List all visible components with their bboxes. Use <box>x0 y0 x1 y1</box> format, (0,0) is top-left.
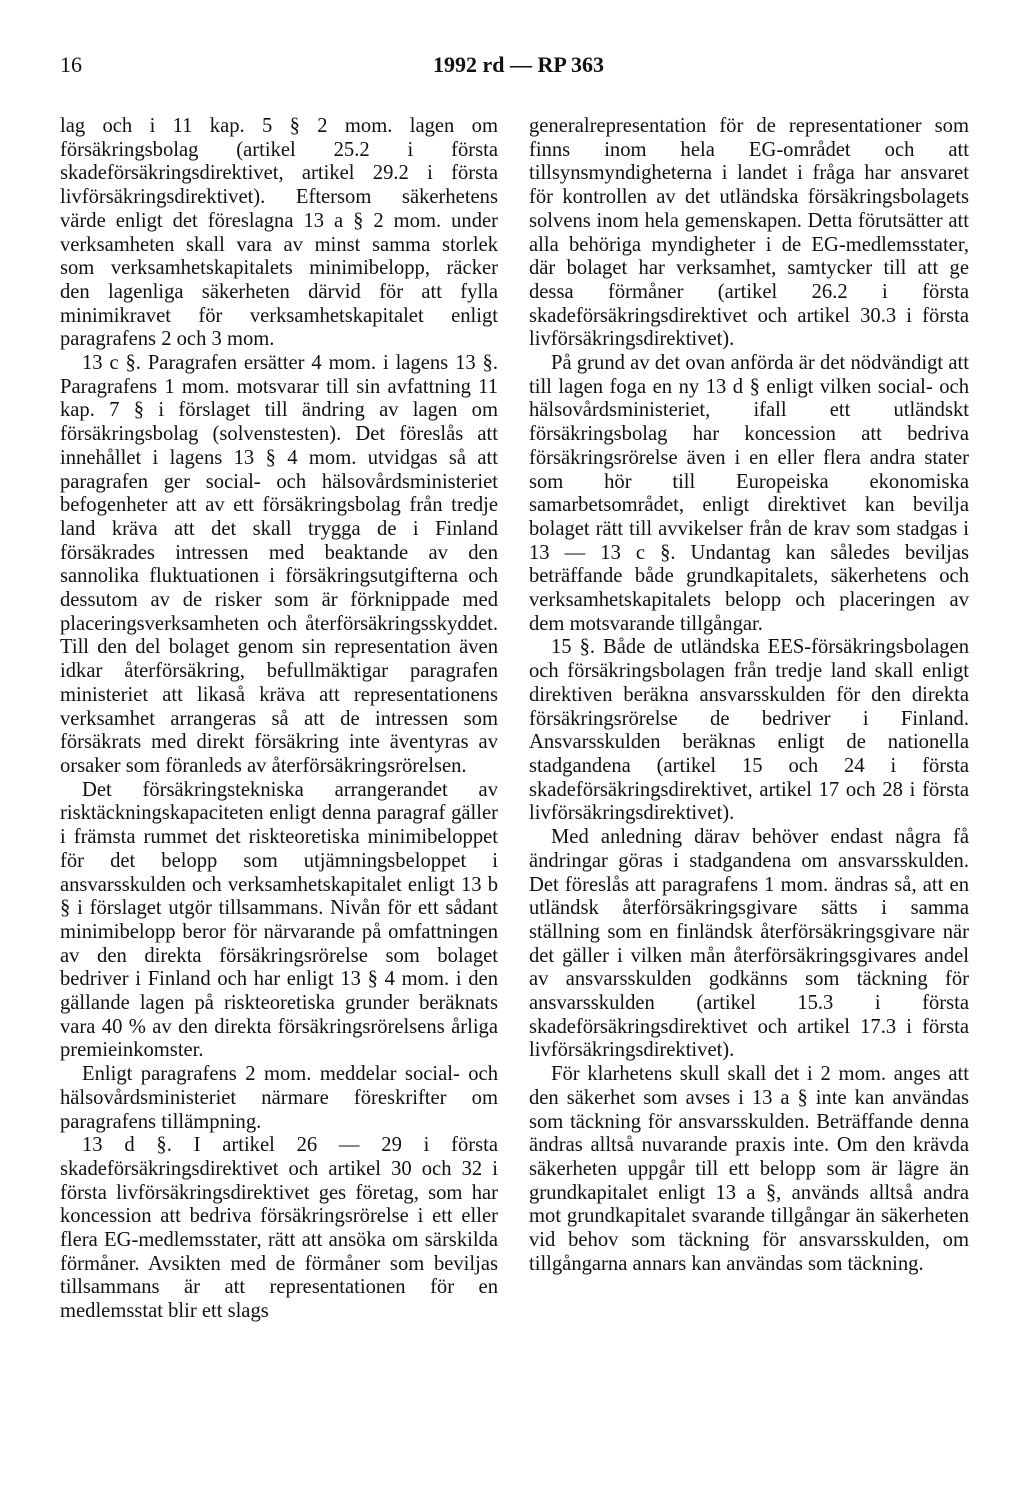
paragraph: 15 §. Både de utländska EES-försäkringsbolagen och försäkringsbolagen från tredje land skall enligt direktiven beräkna ansvarsskulden för den direkta försäkringsrörelse de bedriver i Finland. Ansvarsskulden beräknas enligt de nationella stadgandena (artikel 15 och 24 i första skadeförsäkringsdirektivet, artikel 17 och 28 i första livförsäkringsdirektivet). <box>529 636 969 825</box>
paragraph: lag och i 11 kap. 5 § 2 mom. lagen om försäkringsbolag (artikel 25.2 i första skadeförsäkringsdirektivet, artikel 29.2 i första livförsäkringsdirektivet). Eftersom säkerhetens värde enligt det föreslagna 13 a § 2 mom. under verksamheten skall vara av minst samma storlek som verksamhetskapitalets minimibelopp, räcker den lagenliga säkerheten därvid för att fylla minimikravet för verksamhetskapitalet enligt paragrafens 2 och 3 mom. <box>60 115 498 351</box>
paragraph: På grund av det ovan anförda är det nödvändigt att till lagen foga en ny 13 d § enligt vilken social- och hälsovårdsministeriet, ifall ett utländskt försäkringsbolag har koncession att bedriva försäkringsrörelse även i en eller flera andra stater som hör till Europeiska ekonomiska samarbetsområdet, enligt direktivet kan bevilja bolaget rätt till avvikelser från de krav som stadgas i 13 — 13 c §. Undantag kan således beviljas beträffande både grundkapitalets, säkerhetens och verksamhetskapitalets belopp och placeringen av dem motsvarande tillgångar. <box>529 352 969 635</box>
paragraph: 13 d §. I artikel 26 — 29 i första skadeförsäkringsdirektivet och artikel 30 och 32 i första livförsäkringsdirektivet ges företag, som har koncession att bedriva försäkringsrörelse i ett eller flera EG-medlemsstater, rätt att ansöka om särskilda förmåner. Avsikten med de förmåner som beviljas tillsammans är att representationen för en medlemsstat blir ett slags <box>60 1134 498 1323</box>
paragraph: Enligt paragrafens 2 mom. meddelar social- och hälsovårdsministeriet närmare föreskrifter om paragrafens tillämpning. <box>60 1063 498 1133</box>
left-column <box>60 115 498 1324</box>
running-title: 1992 rd — RP 363 <box>432 52 605 77</box>
paragraph: Det försäkringstekniska arrangerandet av risktäckningskapaciteten enligt denna paragraf gäller i främsta rummet det riskteoretiska minimibeloppet för det belopp som utjämningsbeloppet i ansvarsskulden och verksamhetskapitalet enligt 13 b § i förslaget utgör tillsammans. Nivån för ett sådant minimibelopp beror för närvarande på omfattningen av den direkta försäkringsrörelse som bolaget bedriver i Finland och har enligt 13 § 4 mom. i den gällande lagen på riskteoretiska grunder beräknats vara 40 % av den direkta försäkringsrörelsens årliga premieinkomster. <box>60 778 498 1062</box>
page-header <box>60 52 977 82</box>
right-column <box>529 115 969 1276</box>
page-number: 16 <box>60 52 82 77</box>
paragraph: Med anledning därav behöver endast några få ändringar göras i stadgandena om ansvarsskulden. Det föreslås att paragrafens 1 mom. ändras så, att en utländsk återförsäkringsgivare sätts i samma ställning som en finländsk återförsäkringsgivare när det gäller i vilken mån återförsäkringsgivares andel av ansvarsskulden godkänns som täckning för ansvarsskulden (artikel 15.3 i första skadeförsäkringsdirektivet och artikel 17.3 i första livförsäkringsdirektivet). <box>529 826 969 1062</box>
paragraph: 13 c §. Paragrafen ersätter 4 mom. i lagens 13 §. Paragrafens 1 mom. motsvarar till sin avfattning 11 kap. 7 § i förslaget till ändring av lagen om försäkringsbolag (solvenstesten). Det föreslås att innehållet i lagens 13 § 4 mom. utvidgas så att paragrafen ger social- och hälsovårdsministeriet befogenheter att av ett försäkringsbolag från tredje land kräva att det skall trygga de i Finland försäkrades intressen med beaktande av den sannolika fluktuationen i försäkringsutgifterna och dessutom av de risker som är förknippade med placeringsverksamheten och återförsäkringsskyddet. Till den del bolaget genom sin representation även idkar återförsäkring, befullmäktigar paragrafen ministeriet att likaså kräva att representationens verksamhet arrangeras så att de intressen som försäkrats med direkt försäkring inte äventyras av orsaker som föranleds av återförsäkringsrörelsen. <box>60 352 498 777</box>
paragraph: generalrepresentation för de representationer som finns inom hela EG-området och att tillsynsmyndigheterna i landet i fråga har ansvaret för kontrollen av det utländska försäkringsbolagets solvens inom hela gemenskapen. Detta förutsätter att alla behöriga myndigheter i de EG-medlemsstater, där bolaget har verksamhet, samtycker till att ge dessa förmåner (artikel 26.2 i första skadeförsäkringsdirektivet och artikel 30.3 i första livförsäkringsdirektivet). <box>529 115 969 351</box>
paragraph: För klarhetens skull skall det i 2 mom. anges att den säkerhet som avses i 13 a § inte kan användas som täckning för ansvarsskulden. Beträffande denna ändras alltså nuvarande praxis inte. Om den krävda säkerheten uppgår till ett belopp som är lägre än grundkapitalet enligt 13 a §, används alltså andra mot grundkapitalet svarande tillgångar än säkerheten vid behov som täckning för ansvarsskulden, om tillgångarna annars kan användas som täckning. <box>529 1063 969 1275</box>
